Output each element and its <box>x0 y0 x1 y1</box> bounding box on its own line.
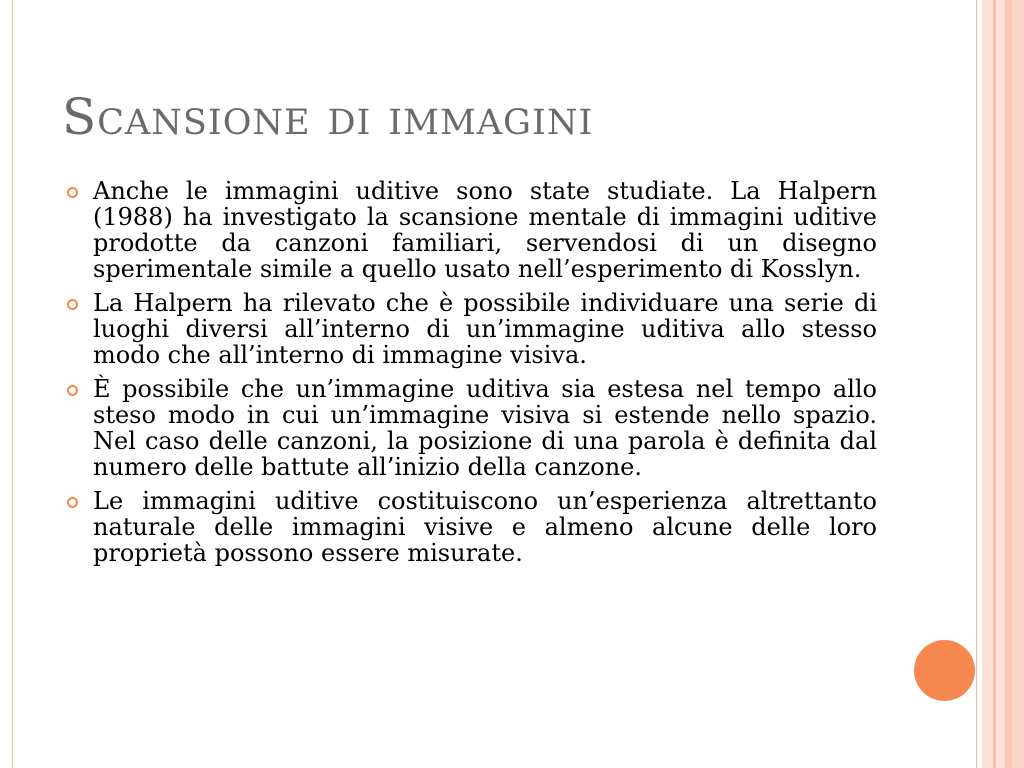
bullet-item <box>65 488 877 566</box>
bullet-list <box>65 178 877 574</box>
right-frame-line <box>976 0 977 768</box>
bullet-text: Le immagini uditive costituiscono un’esperienza altrettanto naturale delle immagini visive e almeno alcune delle loro proprietà possono essere misurate. <box>93 487 877 567</box>
bullet-text: Anche le immagini uditive sono state studiate. La Halpern (1988) ha investigato la scansione mentale di immagini uditive prodotte da canzoni familiari, servendosi di un disegno sperimentale simile a quello usato nell’esperimento di Kosslyn. <box>93 177 877 283</box>
bullet-item <box>65 290 877 368</box>
bullet-text: La Halpern ha rilevato che è possibile individuare una serie di luoghi diversi all’interno di un’immagine uditiva allo stesso modo che all’interno di immagine visiva. <box>93 289 877 369</box>
left-frame-line <box>12 0 13 768</box>
ring-bullet-icon <box>67 187 78 198</box>
bullet-item <box>65 376 877 480</box>
right-stripe <box>1005 0 1012 768</box>
right-stripe <box>982 0 993 768</box>
ring-bullet-icon <box>67 385 78 396</box>
right-stripe <box>996 0 1005 768</box>
ring-bullet-icon <box>67 497 78 508</box>
right-stripe <box>1012 0 1024 768</box>
bullet-item <box>65 178 877 282</box>
slide-title: Scansione di immagini <box>62 88 594 146</box>
bullet-text: È possibile che un’immagine uditiva sia estesa nel tempo allo steso modo in cui un’immagine visiva si estende nello spazio. Nel caso delle canzoni, la posizione di una parola è definita dal numero delle battute all’inizio della canzone. <box>93 375 877 481</box>
orange-circle-decoration <box>914 640 975 701</box>
ring-bullet-icon <box>67 299 78 310</box>
